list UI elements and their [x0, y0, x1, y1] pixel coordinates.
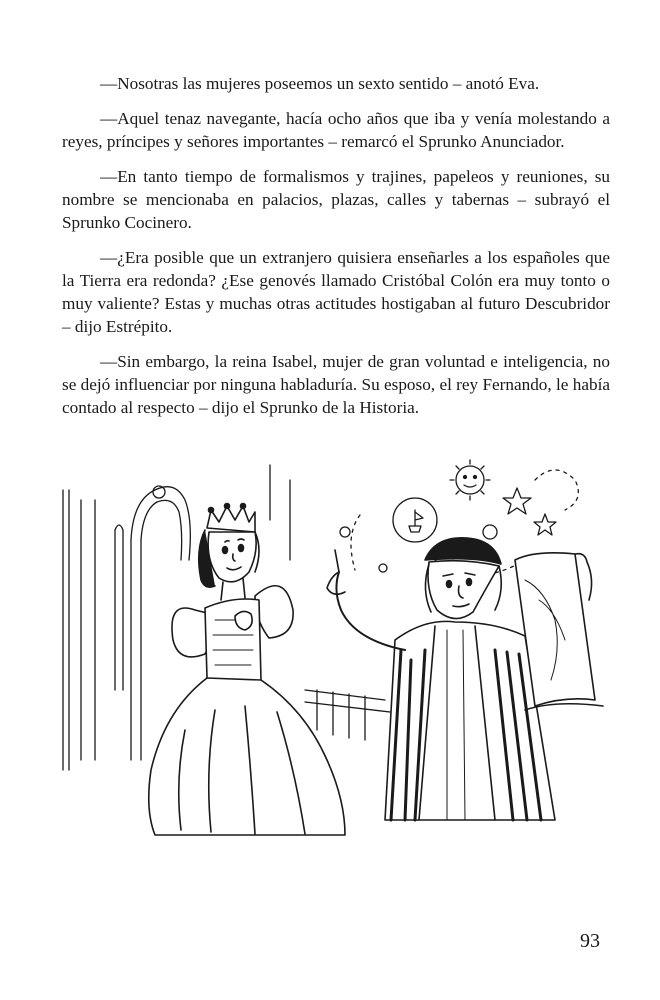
- paragraph-5: —Sin embargo, la reina Isabel, mujer de gran voluntad e inteligencia, no se dejó influenciar por ninguna habladuría. Su esposo, el rey Fernando, le había contado al respecto – dijo el Sprunko de la Historia.: [62, 352, 610, 417]
- illustration-queen-and-columbus: [55, 440, 615, 840]
- paragraph-2: —Aquel tenaz navegante, hacía ocho años que iba y venía molestando a reyes, príncipes y señores importantes – remarcó el Sprunko Anunciador.: [62, 109, 610, 151]
- paragraph-1: —Nosotras las mujeres poseemos un sexto sentido – anotó Eva.: [100, 74, 540, 93]
- paragraph-3: —En tanto tiempo de formalismos y trajines, papeleos y reuniones, su nombre se mencionaba en palacios, plazas, calles y tabernas – subrayó el Sprunko Cocinero.: [62, 167, 610, 232]
- queen-isabel: [149, 504, 345, 836]
- body-text: [62, 72, 610, 431]
- page-number: 93: [580, 930, 600, 952]
- paragraph-4: —¿Era posible que un extranjero quisiera enseñarles a los españoles que la Tierra era redonda? ¿Ese genovés llamado Cristóbal Colón era muy tonto o muy valiente? Estas y muchas otras actitudes hostigaban al futuro Descubridor – dijo Estrépito.: [62, 248, 610, 336]
- cristobal-colon: [327, 538, 603, 820]
